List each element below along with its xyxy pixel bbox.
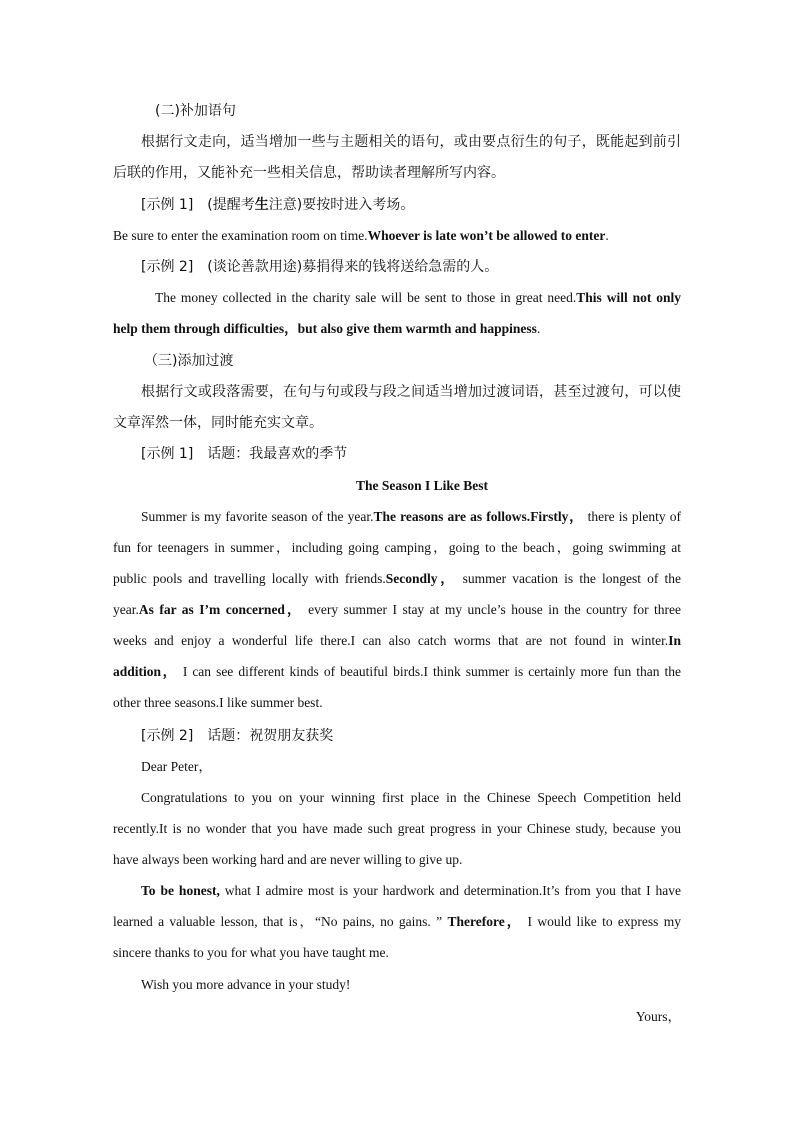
bold-text: This will not only [576,290,681,305]
paragraph-line: 后联的作用，又能补充一些相关信息，帮助读者理解所写内容。 [113,165,505,181]
essay-title-text: The Season I Like Best [355,478,489,493]
letter-line: Congratulations to you on your winning first place in the Chinese Speech Competition held [141,790,681,805]
plain-text: every summer I stay at my uncle’s house in the country for three [308,602,682,617]
letter-line: recently.It is no wonder that you have made such great progress in your Chinese study, because you [113,821,681,836]
bold-text: addition， [113,664,178,679]
bold-text: The reasons are as follows. [373,509,531,524]
bold-text: To be honest, [141,883,220,898]
essay-line [141,508,681,526]
letter-line [113,913,681,931]
plain-text: . [536,321,541,336]
example-text: 注意)要按时进入考场。 [268,197,415,213]
section-heading-transitions: （三)添加过渡 [144,353,234,369]
essay-line [113,570,681,588]
bold-text: Secondly， [385,571,457,586]
plain-text: summer vacation is the longest of the [462,571,682,586]
paragraph-line: 根据行文或段落需要，在句与句或段与段之间适当增加过渡词语，甚至过渡句，可以使 [141,384,681,400]
example-label: [示例 2] (谈论善款用途)募捐得来的钱将送给急需的人。 [141,259,499,275]
bold-text: help them through difficulties，but also give them warmth and happiness [113,321,537,336]
letter-wish: Wish you more advance in your study! [141,977,351,992]
plain-text: learned a valuable lesson, that is，“No pains, no gains. ” [113,914,443,929]
bold-text: As far as I’m concerned， [138,602,303,617]
essay-line: other three seasons.I like summer best. [113,695,323,710]
paragraph-line: 文章浑然一体，同时能充实文章。 [113,415,323,431]
letter-line: have always been working hard and are never willing to give up. [113,852,463,867]
plain-text: I would like to express my [527,914,682,929]
bold-text: In [668,633,681,648]
paragraph-line: 根据行文走向，适当增加一些与主题相关的语句，或由要点衍生的句子，既能起到前引 [141,134,681,150]
plain-text: Summer is my favorite season of the year. [141,509,374,524]
bold-text: Whoever is late won’t be allowed to enter [367,228,606,243]
bold-char: 生 [254,197,269,213]
plain-text: what I admire most is your hardwork and determination.It’s from you that I have [224,883,682,898]
essay-title [222,477,622,495]
example-text: [示例 1] (提醒考 [141,197,255,213]
letter-closing: Yours， [635,1009,681,1024]
essay-line: fun for teenagers in summer，including going camping，going to the beach，going swimming at [113,540,681,555]
letter-line [141,882,681,900]
example-english-line [155,289,681,307]
example-label: [示例 1] 话题：我最喜欢的季节 [141,446,348,462]
plain-text: public pools and travelling locally with friends. [113,571,386,586]
plain-text: year. [113,602,139,617]
plain-text: there is plenty of [587,509,681,524]
plain-text: . [605,228,609,243]
plain-text: The money collected in the charity sale will be sent to those in great need. [155,290,577,305]
letter-greeting: Dear Peter， [141,759,212,774]
example-english-line [113,227,681,245]
bold-text: Firstly， [530,509,584,524]
plain-text: Be sure to enter the examination room on time. [113,228,368,243]
section-heading-add-sentences: (二)补加语句 [155,103,236,119]
plain-text: weeks and enjoy a wonderful life there.I can also catch worms that are not found in winter. [113,633,669,648]
plain-text: I can see different kinds of beautiful birds.I think summer is certainly more fun than the [182,664,681,679]
essay-line [113,632,681,650]
example-label [141,196,681,214]
example-label: [示例 2] 话题：祝贺朋友获奖 [141,728,334,744]
essay-line [113,663,681,681]
essay-line [113,601,681,619]
letter-line: sincere thanks to you for what you have taught me. [113,945,389,960]
example-english-line [113,320,681,338]
bold-text: Therefore， [447,914,523,929]
